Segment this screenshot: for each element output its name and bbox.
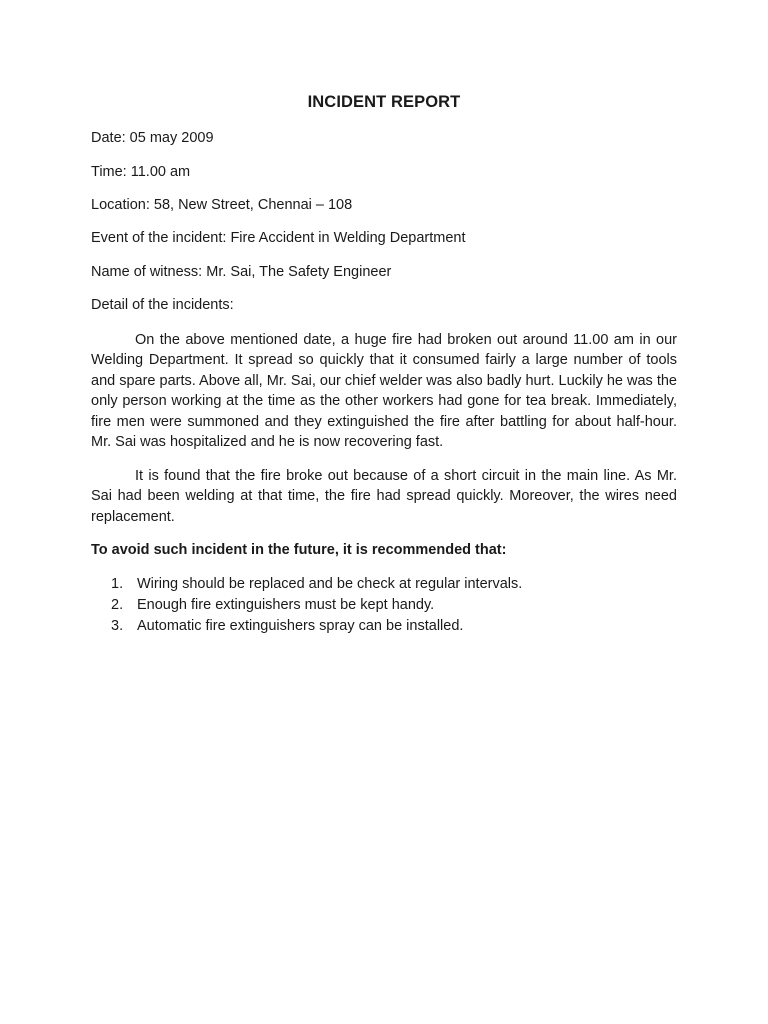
location-field: Location: 58, New Street, Chennai – 108 xyxy=(91,197,353,213)
recommendation-list xyxy=(91,574,522,637)
list-number: 3. xyxy=(111,618,124,634)
list-item xyxy=(91,595,522,616)
list-item xyxy=(91,574,522,595)
event-field: Event of the incident: Fire Accident in Welding Department xyxy=(91,230,466,246)
time-field: Time: 11.00 am xyxy=(91,164,191,180)
date-field: Date: 05 may 2009 xyxy=(91,130,214,146)
list-number: 1. xyxy=(111,576,124,592)
detail-paragraph-1: On the above mentioned date, a huge fire had broken out around 11.00 am in our Welding Department. It spread so quickly that it consumed fairly a large number of tools and spare parts. Above all, Mr. Sai, our chief welder was also badly hurt. Luckily he was the only person working at the time as the other workers had gone for tea break. Immediately, fire men were summoned and they extinguished the fire after battling for about half-hour. Mr. Sai was hospitalized and he is now recovering fast. xyxy=(91,332,677,451)
report-title: INCIDENT REPORT xyxy=(307,93,461,111)
detail-paragraph-2: It is found that the fire broke out because of a short circuit in the main line. As Mr. Sai had been welding at that time, the fire had spread quickly. Moreover, the wires need replacement. xyxy=(91,468,677,525)
list-text: Automatic fire extinguishers spray can be installed. xyxy=(137,618,464,634)
list-item xyxy=(91,616,522,637)
list-number: 2. xyxy=(111,597,124,613)
detail-heading: Detail of the incidents: xyxy=(91,297,234,313)
witness-field: Name of witness: Mr. Sai, The Safety Engineer xyxy=(91,264,392,280)
recommendation-heading: To avoid such incident in the future, it is recommended that: xyxy=(91,542,507,558)
list-text: Enough fire extinguishers must be kept handy. xyxy=(137,597,435,613)
list-text: Wiring should be replaced and be check at regular intervals. xyxy=(137,576,523,592)
